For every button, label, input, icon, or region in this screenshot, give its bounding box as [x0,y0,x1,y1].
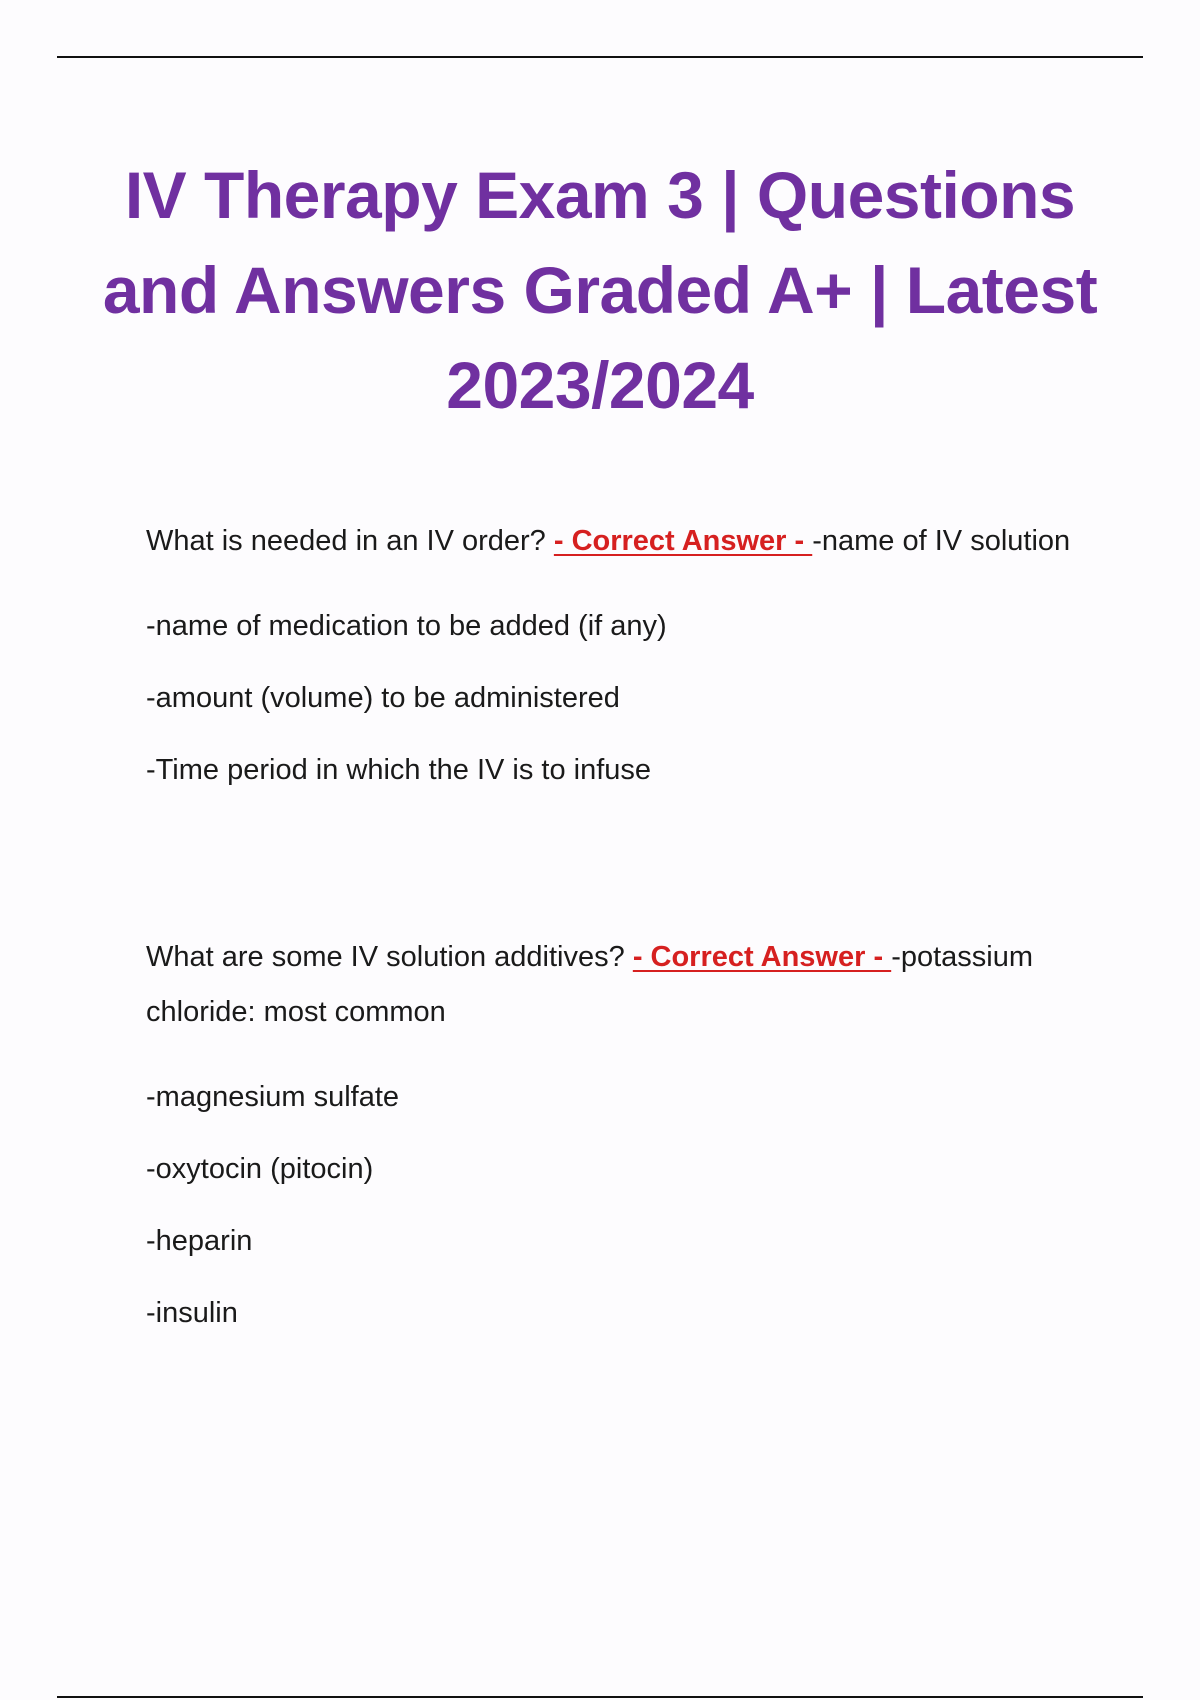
answer-item: -heparin [146,1225,253,1257]
answer-item: -name of medication to be added (if any) [146,610,667,642]
qa-block [146,514,1086,785]
question-text: What are some IV solution additives? [146,941,633,973]
footer-rule [57,1696,1143,1698]
answer-item: -insulin [146,1297,238,1329]
question-line [146,514,1086,569]
answer-item: -oxytocin (pitocin) [146,1153,374,1185]
answer-item: -magnesium sulfate [146,1081,400,1113]
correct-answer-label: - Correct Answer - [553,525,813,557]
question-line [146,930,1086,1040]
answer-item: -Time period in which the IV is to infuse [146,754,652,786]
qa-block [146,930,1086,1328]
question-text: What is needed in an IV order? [146,525,554,557]
answer-item: -amount (volume) to be administered [146,682,620,714]
header-rule [57,56,1143,58]
document-title: IV Therapy Exam 3 | Questions and Answers Graded A+ | Latest 2023/2024 [102,158,1098,422]
answer-first-line: -name of IV solution [812,525,1071,557]
answer-first-line: -potassium chloride: most common [146,941,1034,1028]
correct-answer-label: - Correct Answer - [632,941,892,973]
